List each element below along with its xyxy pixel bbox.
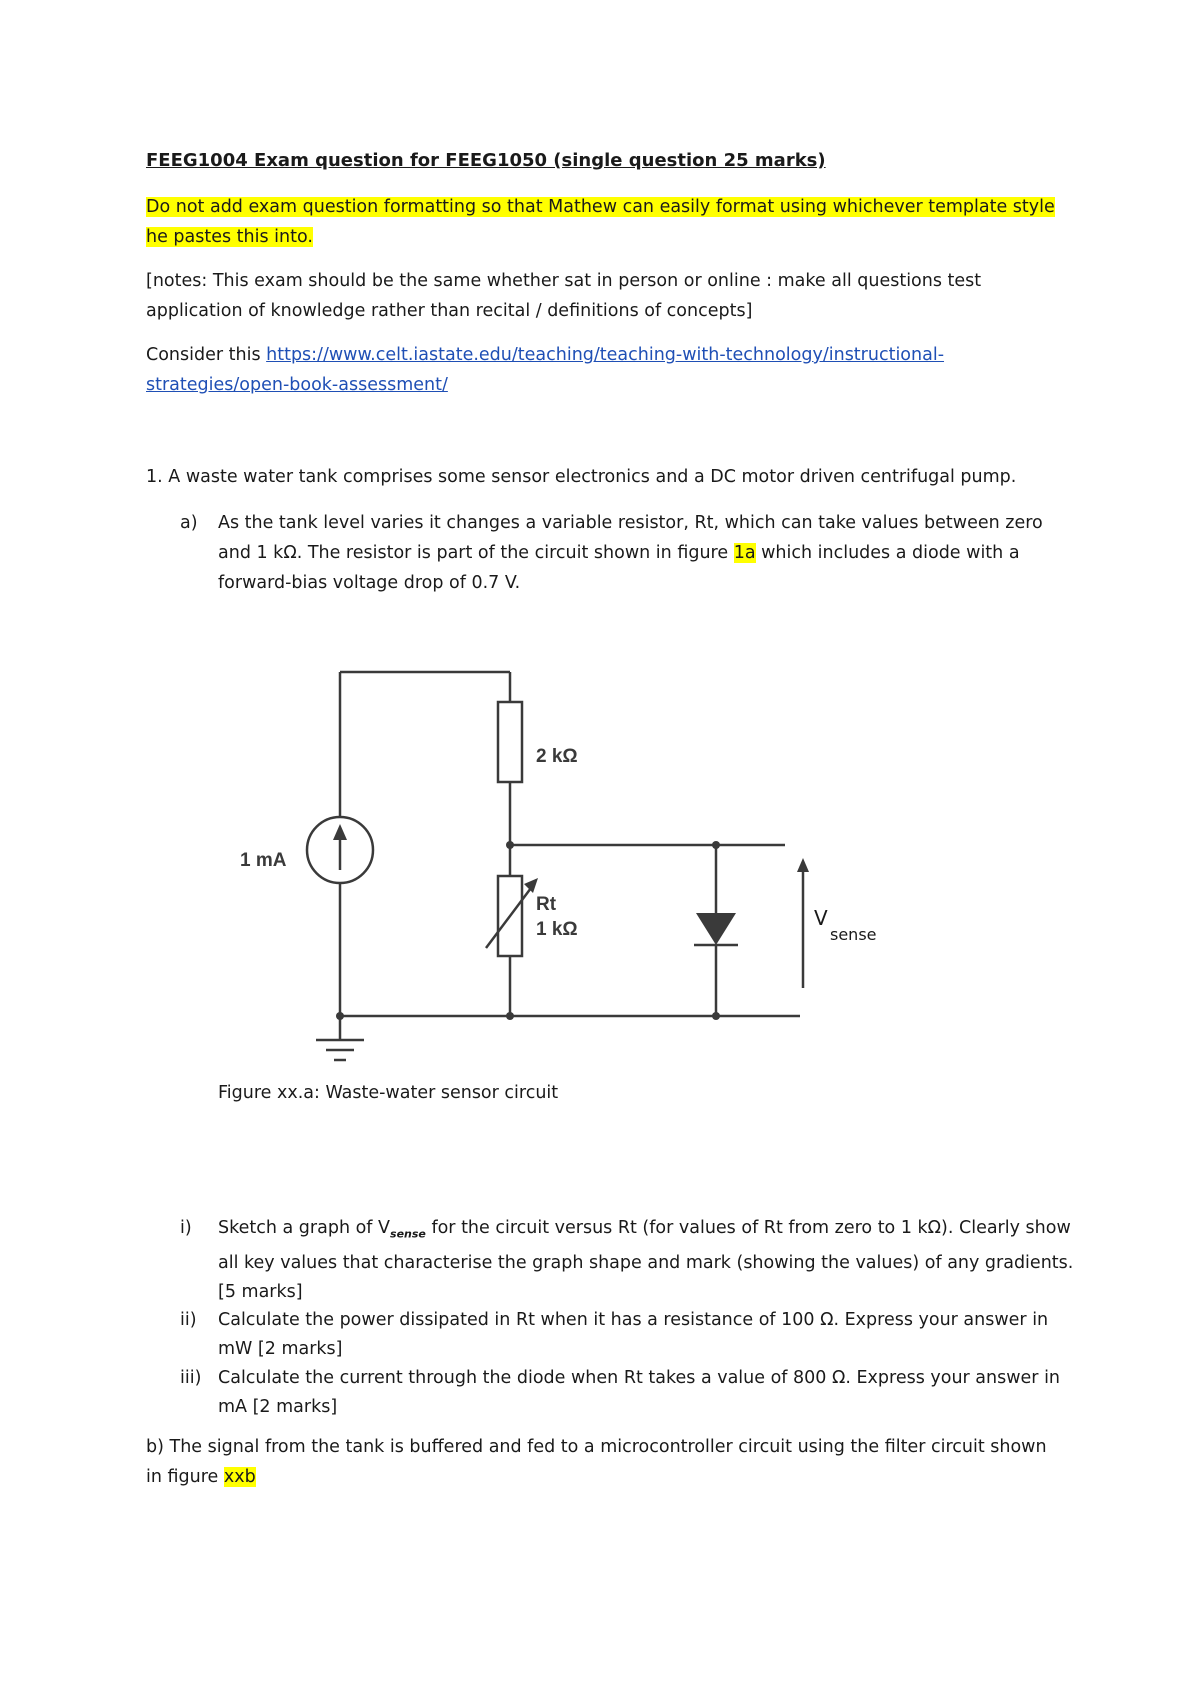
part-b-label: b) [146,1437,164,1457]
vsense-label-main: V [814,906,828,930]
subpart-iii-label: iii) [180,1368,202,1388]
subpart-i-pre: Sketch a graph of V [218,1218,391,1238]
part-b-text: The signal from the tank is buffered and fed to a microcontroller circuit using the filter circuit shown in figure [146,1437,1047,1487]
diode-triangle [696,913,736,945]
subpart-ii-text: Calculate the power dissipated in Rt when it has a resistance of 100 Ω. Express your answer in mW [2 marks] [218,1310,1049,1359]
r1-label: 2 kΩ [536,746,578,767]
junction-dot-4 [506,1012,514,1020]
source-label: 1 mA [240,850,287,871]
rt-variable-arrow-line [486,884,534,948]
vsense-label-sub: sense [830,925,877,944]
junction-dot-5 [712,1012,720,1020]
question-text: A waste water tank comprises some sensor electronics and a DC motor driven centrifugal pump. [168,467,1017,487]
highlighted-note: Do not add exam question formatting so that Mathew can easily format using whichever template style he pastes this into. [146,197,1055,247]
figure-ref-xxb: xxb [223,1467,256,1487]
vsense-arrow-head [797,858,809,872]
resistor-2k [498,702,522,782]
junction-dot-2 [712,841,720,849]
subpart-i-text [218,1214,1078,1307]
subpart-i-label: i) [180,1218,192,1238]
junction-dot-1 [506,841,514,849]
figure-caption: Figure xx.a: Waste-water sensor circuit [218,1083,559,1103]
subpart-i-post: for the circuit versus Rt (for values of Rt from zero to 1 kΩ). Clearly show all key values that characterise the graph shape and mark (showing the values) of any gradients. [5 marks] [218,1218,1074,1302]
part-a-text-after: which includes a diode with a forward-bias voltage drop of 0.7 V. [218,543,1020,593]
subpart-iii-text: Calculate the current through the diode when Rt takes a value of 800 Ω. Express your answer in mA [2 marks] [218,1368,1061,1417]
part-a-label: a) [180,513,198,533]
exam-notes: [notes: This exam should be the same whether sat in person or online : make all questions test application of knowledge rather than recital / definitions of concepts] [146,271,982,321]
consider-prefix: Consider this [146,345,267,365]
rt-arrow-head [524,878,538,893]
current-arrow-head [333,824,347,840]
junction-dot-3 [336,1012,344,1020]
vsense-subscript: sense [390,1227,426,1241]
figure-ref-1a: 1a [733,543,756,563]
document-title: FEEG1004 Exam question for FEEG1050 (single question 25 marks) [146,150,826,171]
part-a-text-before: As the tank level varies it changes a variable resistor, Rt, which can take values between zero and 1 kΩ. The resistor is part of the circuit shown in figure [218,513,1043,563]
rt-value-label: 1 kΩ [536,919,578,940]
reference-link[interactable]: https://www.celt.iastate.edu/teaching/teaching-with-technology/instructional-strategies/open-book-assessment/ [146,345,945,395]
rt-label: Rt [536,894,557,915]
subpart-ii-label: ii) [180,1310,197,1330]
question-number: 1. [146,467,163,487]
part-b [146,1432,1066,1492]
